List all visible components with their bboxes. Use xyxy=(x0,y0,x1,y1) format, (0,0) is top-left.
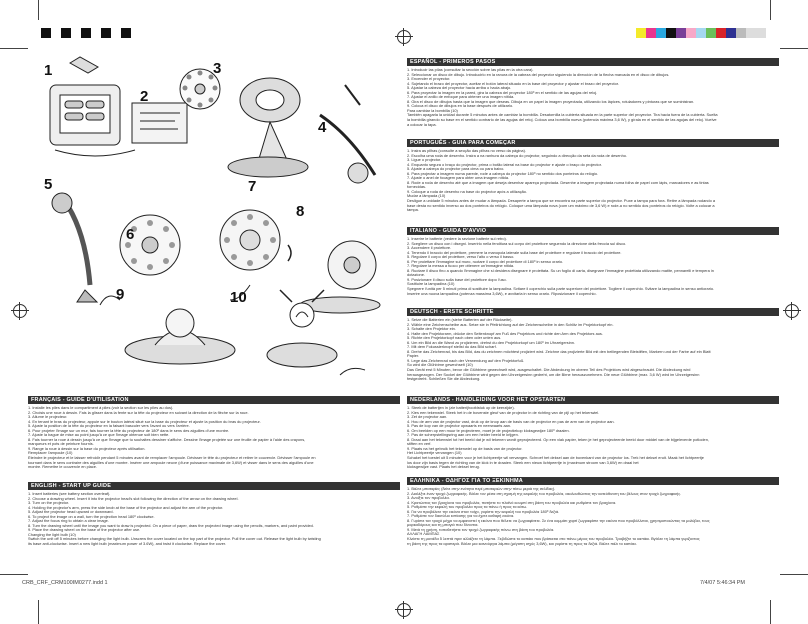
instruction-line: Para cambiar la bombilla (10) xyxy=(407,108,458,113)
instruction-line: Schakel het toestel uit 5 minuten voor je het lichtpeertje wil vervangen. Schroef het deksel aan de bovenkant van de projector los. Trek het deksel eruit. Maak het lichtpeertje xyxy=(407,456,704,461)
instruction-line: 8. Fais tourner la roue à dessin jusqu'à ce que l'image que tu souhaites dessiner s'affiche. Dessine l'image projetée sur une feuille de papier à l'aide des crayons, xyxy=(28,437,306,442)
instruction-line: Mudar a lâmpada (10) xyxy=(407,194,446,199)
instruction-line: 7. Adjust the focus ring to obtain a clear image. xyxy=(28,519,109,524)
registration-mark-icon xyxy=(397,603,411,617)
section-heading: DEUTSCH - ERSTE SCHRITTE xyxy=(407,308,779,316)
section-italiano xyxy=(407,227,779,296)
instruction-line: 5. Pas de kop van de projector opwaarts en neerwaarts aan. xyxy=(407,424,512,429)
instruction-line: Κλείστε τη μονάδα 5 λεπτά πριν αλλάξετε τη λάμπα. Ξεβιδώστε το καπάκι που βρίσκεται στο πάνω μέρος του προβολέα. Τραβήξτε το καπάκι. Βγάλτε τη λάμπα γυρίζοντας xyxy=(407,537,700,542)
instruction-line: 1. Inserire le batterie (vedere la sezione batterie sul retro). xyxy=(407,237,507,241)
instruction-line: Remplacer l'ampoule (10) xyxy=(28,451,73,456)
section-espanol xyxy=(407,58,779,127)
instruction-line: 5. Ajustar la cabeza del proyector hacia arriba o hacia abajo. xyxy=(407,86,512,91)
instruction-line: fornecidas. xyxy=(407,185,427,190)
instruction-line: 3. Allume le projecteur. xyxy=(28,415,68,420)
instruction-line: 9. Place the drawing wheel on the base of the projector after use. xyxy=(28,528,141,533)
color-bar xyxy=(636,28,766,38)
instruction-line: 3. Turn on the projector. xyxy=(28,501,70,506)
instruction-line: 1. Installe les piles dans le compartiment à piles (voir la section sur les piles au dos). xyxy=(28,406,174,410)
instruction-line: 2. Διαλέξτε έναν τροχό ζωγραφικής. Βάλτε τον μέσα στη σχισμή της κεφαλής του προβολέα, ακολουθώντας την κατεύθυνση του βέλους στον τροχό ζωγραφικής. xyxy=(407,491,682,496)
instruction-line: 9. Plaats na het gebruik het tekenwiel op de basis van de projector. xyxy=(407,446,523,451)
section-portugues xyxy=(407,139,779,213)
instruction-line: Sostituire la lampadina (10) xyxy=(407,282,455,287)
instruction-line: tampa. xyxy=(407,208,419,213)
step-2-label: 2 xyxy=(140,88,149,105)
instruction-line: 7. Pas de scherpstellingsring aan om een helder beeld te krijgen. xyxy=(407,433,519,438)
instruction-line: dotazione. xyxy=(407,273,425,278)
instruction-line: marqueurs et pots de peinture fournis. xyxy=(28,442,94,447)
instruction-line: kloksgewijze vast. Plaats het deksel terug. xyxy=(407,465,480,470)
registration-mark-icon xyxy=(13,304,27,318)
instruction-line: 4. Sujetando el brazo del proyector, aceitar el botón lateral situado en la base del proyector y ajustar el brazo del proyector. xyxy=(407,81,619,86)
section-heading: ESPAÑOL - PRIMEROS PASOS xyxy=(407,58,779,66)
instruction-line: 9. Range la roue à dessin sur la base du projecteur après utilisation. xyxy=(28,446,146,451)
section-heading: ΕΛΛΗΝΙΚΑ - ΟΔΗΓΟΣ ΓΙΑ ΤΟ ΞΕΚΙΝΗΜΑ xyxy=(407,477,779,485)
instruction-line: Spegnere l'unità per 5 minuti prima di sostituire la lampadina. Svitare il coperchio sulla parte superiore del proiettore. Togliere il coperchio. Svitare la lampadina in senso antiorario. xyxy=(407,287,715,292)
instruction-line: 5. Regolare il corpo del proiettore, verso l'alto o verso il basso. xyxy=(407,255,515,260)
instruction-line: 9. Posizionare il disco sulla base del proiettore dopo l'uso. xyxy=(407,277,507,282)
instruction-line: 2. Escolha uma roda de desenho. Insira a na ranhura da cabeça do projector, seguindo a direcção da seta da roda de desenho. xyxy=(407,153,627,158)
section-ellinika xyxy=(407,477,779,546)
instruction-line: 2. Choisis une roue à dessin. Fais la glisser dans la fente sur la tête du projecteur en suivant la direction de la flèche sur la roue. xyxy=(28,410,249,415)
instruction-line: 4. Tenendo il braccio del proiettore, premere la manopola laterale sulla base del proiettore e regolare il braccio del proiettore. xyxy=(407,250,622,255)
registration-mark-icon xyxy=(397,30,411,44)
instruction-line: También apagarla la unidad durante 5 minutos antes de cambiar la bombilla. Desatornilla la cubierta situada en la parte superior del proyector. Tira hacia fuera de la cubierta. Suelta xyxy=(407,113,718,118)
instruction-line: 1. Setze die Batterien ein (siehe Batterien auf der Rückseite). xyxy=(407,318,513,322)
instruction-line: 4. Enquanto segura o braço do projector, prima o botão lateral na base do projector e ajuste o braço do projector. xyxy=(407,162,602,167)
instruction-line: Inserire una nuova lampadina (potenza massima 3,6W), e avvitarla in senso orario. Riposizionare il coperchio. xyxy=(407,291,597,296)
instruction-line: 6. Per proiettare l'immagine sul muro, ruotare il corpo del proiettore di 180º in senso orario. xyxy=(407,259,564,264)
instruction-line: 4. En tenant le bras du projecteur, appuie sur le bouton latéral situé sur la base du projecteur et ajuste la position du bras du projecteur. xyxy=(28,419,261,424)
instruction-line: Switch the unit off 5 minutes before changing the light bulb. Unscrew the cover located on the top part of the projector. Pull the cover out. Release the light bulb by twisting xyxy=(28,537,321,542)
instruction-line: base desta no sentido inverso ao dos ponteiros do relógio. Coloque uma lâmpada nova (com um máximo de 3,6 W) e rode-a no sentido dos ponteiros do relógio. Volte a colocar a xyxy=(407,203,715,208)
instruction-line: 8. Gira el disco de dibujos hasta que la imagen que deseas. Dibuja en un papel la imagen proyectada, utilizando los lápices, rotuladores y pinturas que se suministran. xyxy=(407,99,695,104)
instruction-line: 7. Ρυθμίστε τον δακτύλιο εστίασης για να έχετε καθαρή εικόνα. xyxy=(407,514,515,519)
instruction-line: Desligue a unidade 5 minutos antes de mudar a lâmpada. Desaperte a tampa que se encontra na parte superior do projector. Puxe a tampa para fora. Retire a lâmpada rodando a xyxy=(407,199,715,204)
step-3-label: 3 xyxy=(213,60,222,77)
instruction-line: Het Lichtpeertje vervangen (10) xyxy=(407,451,462,456)
instruction-line: 4. Κρατώντας τον βραχίονα του προβολέα, πατήστε το πλαϊνό κουμπί στη βάση του προβολέα και ρυθμίστε τον βραχίονα. xyxy=(407,500,617,505)
instruction-line: 7. Ajustar el anillo de enfoque para obtener una imagen nítida. xyxy=(407,95,515,100)
instruction-line: 4. Hou de arm van de projector vast, druk op de knop aan de basis van de projector en pas de arm van de projector aan. xyxy=(407,419,615,424)
instruction-line: 7. Ajuste la bague de mise au point jusqu'à ce que l'image obtenue soit bien nette. xyxy=(28,433,170,438)
instruction-line: tournant dans le sens contraire des aiguilles d'une montre. Insérer une ampoule neuve (d'une puissance maximale de 3,6W) et visser dans le sens des aiguilles d'une xyxy=(28,460,314,465)
section-heading: ITALIANO - GUIDA D'AVVIO xyxy=(407,227,779,235)
instruction-line: 5. Richte den Projektorkopf nach oben oder unten aus. xyxy=(407,336,502,341)
instruction-line: stiften en verf. xyxy=(407,442,432,447)
section-nederlands xyxy=(407,396,779,470)
instruction-line: 9. Lege das Zeichenrad nach der Verwendung auf den Projektorfuß. xyxy=(407,358,525,363)
instruction-line: 2. Seleccionar un disco de dibujo. Introducirlo en la ranura de la cabeza del proyector siguiendo la dirección de la flecha marcada en el disco de dibujos. xyxy=(407,72,670,77)
instruction-line: 3. Encender el proyector. xyxy=(407,77,451,82)
step-illustrations xyxy=(40,55,398,388)
instruction-line: Éteindre le projecteur et le laisser refroidir pendant 5 minutes avant de remplacer l'ampoule. Dévisser le tête du projecteur et retirer le couvercle. Dévisser l'ampoule en xyxy=(28,456,316,461)
section-body xyxy=(407,68,779,127)
registration-mark-icon xyxy=(785,304,799,318)
instruction-line: festgedreht. Schließen Sie die Abdeckung. xyxy=(407,377,481,382)
instruction-line: 3. Zet de projector aan. xyxy=(407,415,448,420)
instruction-line: τη βάση της προς τα αριστερά. Βάλτε μια καινούργια λάμπα (μέγιστη ισχύς 3,6W), και γυρίστε τη προς τα δεξιά. Βάλτε πάλι το καπάκι. xyxy=(407,541,637,546)
instruction-line: 6. Para proyectar la imagen en la pared, gira la cabeza del proyector 180º en el sentido de las agujas del reloj. xyxy=(407,90,598,95)
instruction-line: 1. Steek de batterijen in (zie batterijhoofdstuk op de keerzijde). xyxy=(407,406,515,410)
instruction-line: ΑΛΛΑΓΗ ΛΑΜΠΑΣ xyxy=(407,532,440,537)
instruction-line: 8. Γυρίστε τον τροχό μέχρι να εμφανιστεί η εικόνα που θέλετε να ζωγραφίσετε. Σε ένα κομμάτι χαρτί ζωγραφίστε την εικόνα που προβάλλεται, χρησιμοποιώντας τα μολύβια, τους xyxy=(407,518,710,523)
instruction-line: 4. Halte den Projektorarm, drücke den Seitenknopf am Fuß des Projektors und richte den Arm des Projektors aus. xyxy=(407,331,603,336)
instruction-line: 5. Ajuste a cabeça do projector para cima ou para baixo. xyxy=(407,167,505,172)
instruction-line: montre. Remettre le couvercle en place. xyxy=(28,465,97,470)
instruction-line: 2. Kies een tekenwiel. Steek het in de bovenste gleuf van de projector in de richting van de pijl op het tekenwiel. xyxy=(407,410,600,415)
step-4-label: 4 xyxy=(318,119,327,136)
instruction-line: 8. Ruotare il disco fino a quando l'immagine che si desidera disegnare è proiettata. Su un foglio di carta, disegnare l'immagine proiettata utilizzando matite, pennarelli e tempera in xyxy=(407,268,714,273)
instruction-line: 8. Drehe das Zeichenrad, bis das Bild, das du zeichnen möchtest projiziert wird. Zeichne das projizierte Bild mit den beiliegenden Bleistiften, Markern und der Farbe auf ein Blatt xyxy=(407,349,711,354)
instruction-line: its base anti-clockwise. Insert a new light bulb (maximum power of 3.6W), and twist it clockwise. Replace the cover. xyxy=(28,542,227,547)
instruction-line: 2. Choose a drawing wheel. Insert it into the projector head's slot following the direction of the arrow on the drawing wheel. xyxy=(28,496,239,501)
section-body xyxy=(407,237,779,296)
instruction-line: 6. Om beelden op een muur te projecteren, moet je de projectiekop kloksgewijze 180º draaien. xyxy=(407,428,570,433)
instruction-line: 1. Insert batteries (see battery section overleaf). xyxy=(28,492,111,496)
step-9-label: 9 xyxy=(116,286,125,303)
instruction-line: 3. Accendere il proiettore. xyxy=(407,246,452,251)
instruction-line: So wird die Glühbirne gewechselt (10) xyxy=(407,363,473,368)
instruction-line: Papier. xyxy=(407,354,420,359)
instruction-line: a colocar la tapa. xyxy=(407,122,437,127)
section-heading: FRANÇAIS - GUIDE D'UTILISATION xyxy=(28,396,400,404)
section-body xyxy=(407,487,779,546)
section-heading: PORTUGUÊS - GUIA PARA COMEÇAR xyxy=(407,139,779,147)
instruction-line: 7. Ajuste o anel de focagem para obter uma imagem nítida. xyxy=(407,176,510,181)
grayscale-bar xyxy=(41,28,141,38)
file-slug: CRB_CRF_CRM100IM0277.indd 1 xyxy=(22,580,108,586)
instruction-line: la bombilla girando su base en el sentido contrario de las agujas del reloj. Coloca una bombilla nueva (potencia máxima 3,6 W), y gírala en el sentido de las agujas del reloj. Vuelve xyxy=(407,118,717,123)
section-body xyxy=(407,149,779,213)
instruction-line: 6. Pour projeter l'image sur un mur, fais tourner la tête du projecteur de 180º dans le sens des aiguilles d'une montre. xyxy=(28,428,230,433)
instruction-line: 6. Para projectar a imagem numa parede, rode a cabeça do projector 180º no sentido dos ponteiros do relógio. xyxy=(407,171,599,176)
section-body xyxy=(407,406,779,470)
step-1-label: 1 xyxy=(44,62,53,79)
instruction-line: 3. Ανοίξτε τον προβολέα. xyxy=(407,496,450,501)
instruction-line: 7. Mit dem Fokussierknopf stellst du das Bild scharf. xyxy=(407,345,497,350)
step-10-label: 10 xyxy=(230,289,247,306)
instruction-line: 8. Draai aan het tekenwiel tot het beeld dat je wil tekenen wordt geprojecteerd. Op een vlak papier, teken je het geprojecteerde beeld door middel van de bijgeleverde potloden, xyxy=(407,437,709,442)
instruction-line: 8. Turn the drawing wheel until the image you want to draw is projected. On a piece of paper, draw the projected image using the pencils, markers, and paint provided. xyxy=(28,523,314,528)
instruction-line: 3. Ligue o projector. xyxy=(407,158,442,163)
section-heading: ENGLISH - START UP GUIDE xyxy=(28,482,400,490)
section-heading: NEDERLANDS - HANDLEIDING VOOR HET OPSTARTEN xyxy=(407,396,779,404)
instruction-line: 1. Βάλτε μπαταρίες (δείτε στην ενότητα περί μπαταριών στην πίσω μεριά της σελίδας). xyxy=(407,487,556,491)
instruction-line: μαρκαδόρους και τη μπογιά που δίνονται. xyxy=(407,523,479,528)
instruction-line: 6. Για να προβάλετε την εικόνα στον τοίχο, γυρίστε την κεφαλή του προβολέα 180º δεξιά. xyxy=(407,509,560,514)
instruction-line: 5. Adjust the projector head upward or downward. xyxy=(28,510,114,515)
instruction-line: 6. To project the image on a wall, turn the projection head 180º clockwise. xyxy=(28,514,155,519)
instruction-line: 3. Schalte den Projektor ein. xyxy=(407,327,456,332)
instruction-line: 9. Coloque a roda de desenho na base do projector após a utilização. xyxy=(407,189,528,194)
section-francais xyxy=(28,396,400,470)
instruction-line: 6. Um ein Bild an die Wand zu projizieren, drehst du den Projektorkopf um 180º im Uhrzeigersinn. xyxy=(407,340,576,345)
instruction-line: 5. Ajuste la position de la tête du projecteur en la faisant basculer vers l'avant ou vers l'arrière. xyxy=(28,424,190,429)
instruction-line: los door zijn basis tegen de richting van de klok in te draaien. Steek een nieuw lichtpeertje in (maximum stroom van 3,6W) en draai het xyxy=(407,460,639,465)
instruction-line: 2. Wähle eine Zeichenscheibe aus. Setze sie in Pfeilrichtung auf der Zeichenscheibe in den Schlitz im Projektorkopf ein. xyxy=(407,322,614,327)
instruction-line: herausgezogen. Der Sockel der Glühbirne wird gegen den Uhrzeigersinn gedreht, um die Birne herauszunehmen. Die neue Glühbirne (max. 3,6 W) wird im Uhrzeigersinn xyxy=(407,372,700,377)
instruction-line: Das Gerät erst 5 Minuten, bevor die Glühbirne gewechselt wird, ausgeschaltet. Die Abdeckung im oberen Teil des Projektors wird abgeschraubt. Die Abdeckung wird xyxy=(407,368,691,373)
step-8-label: 8 xyxy=(296,203,305,220)
instruction-line: 8. Rode a roda de desenho até que a imagem que deseja desenhar apareça projectada. Desenhe a imagem projectada numa folha de papel com lápis, marcadores e as tintas xyxy=(407,180,709,185)
step-5-label: 5 xyxy=(44,176,53,193)
instruction-line: 2. Scegliere un disco con i disegni. Inserirlo nella fenditura sul corpo del proiettore seguendo la direzione della freccia sul disco. xyxy=(407,241,627,246)
instruction-line: 4. Holding the projector's arm, press the side knob at the base of the projector and adjust the arm of the projector. xyxy=(28,505,224,510)
section-body xyxy=(407,318,779,382)
instruction-line: 5. Ρυθμίστε την κεφαλή του προβολέα προς τα πάνω ή προς τα κάτω. xyxy=(407,505,528,510)
instruction-line: 9. Μετά τη χρήση, τοποθετήστε τον τροχό ζωγραφικής πάνω στη βάση του προβολέα. xyxy=(407,527,555,532)
section-body xyxy=(28,492,400,547)
instruction-line: 1. Introducir las pilas (consultar la sección sobre las pilas en la otra cara). xyxy=(407,68,534,72)
instruction-line: Changing the light bulb (10) xyxy=(28,532,76,537)
print-timestamp: 7/4/07 5:46:34 PM xyxy=(700,580,745,586)
section-english xyxy=(28,482,400,547)
step-6-label: 6 xyxy=(126,226,135,243)
section-body xyxy=(28,406,400,470)
instruction-line: 9. Coloca el disco de dibujos en la base después de utilizarlo. xyxy=(407,104,514,109)
instruction-line: 1. Insira as pilhas (consulte a secção das pilhas no verso da página). xyxy=(407,149,526,153)
instruction-line: 7. Regolare la messa a fuoco per ottenere un'immagine nitida. xyxy=(407,264,515,269)
step-7-label: 7 xyxy=(248,178,257,195)
section-deutsch xyxy=(407,308,779,382)
